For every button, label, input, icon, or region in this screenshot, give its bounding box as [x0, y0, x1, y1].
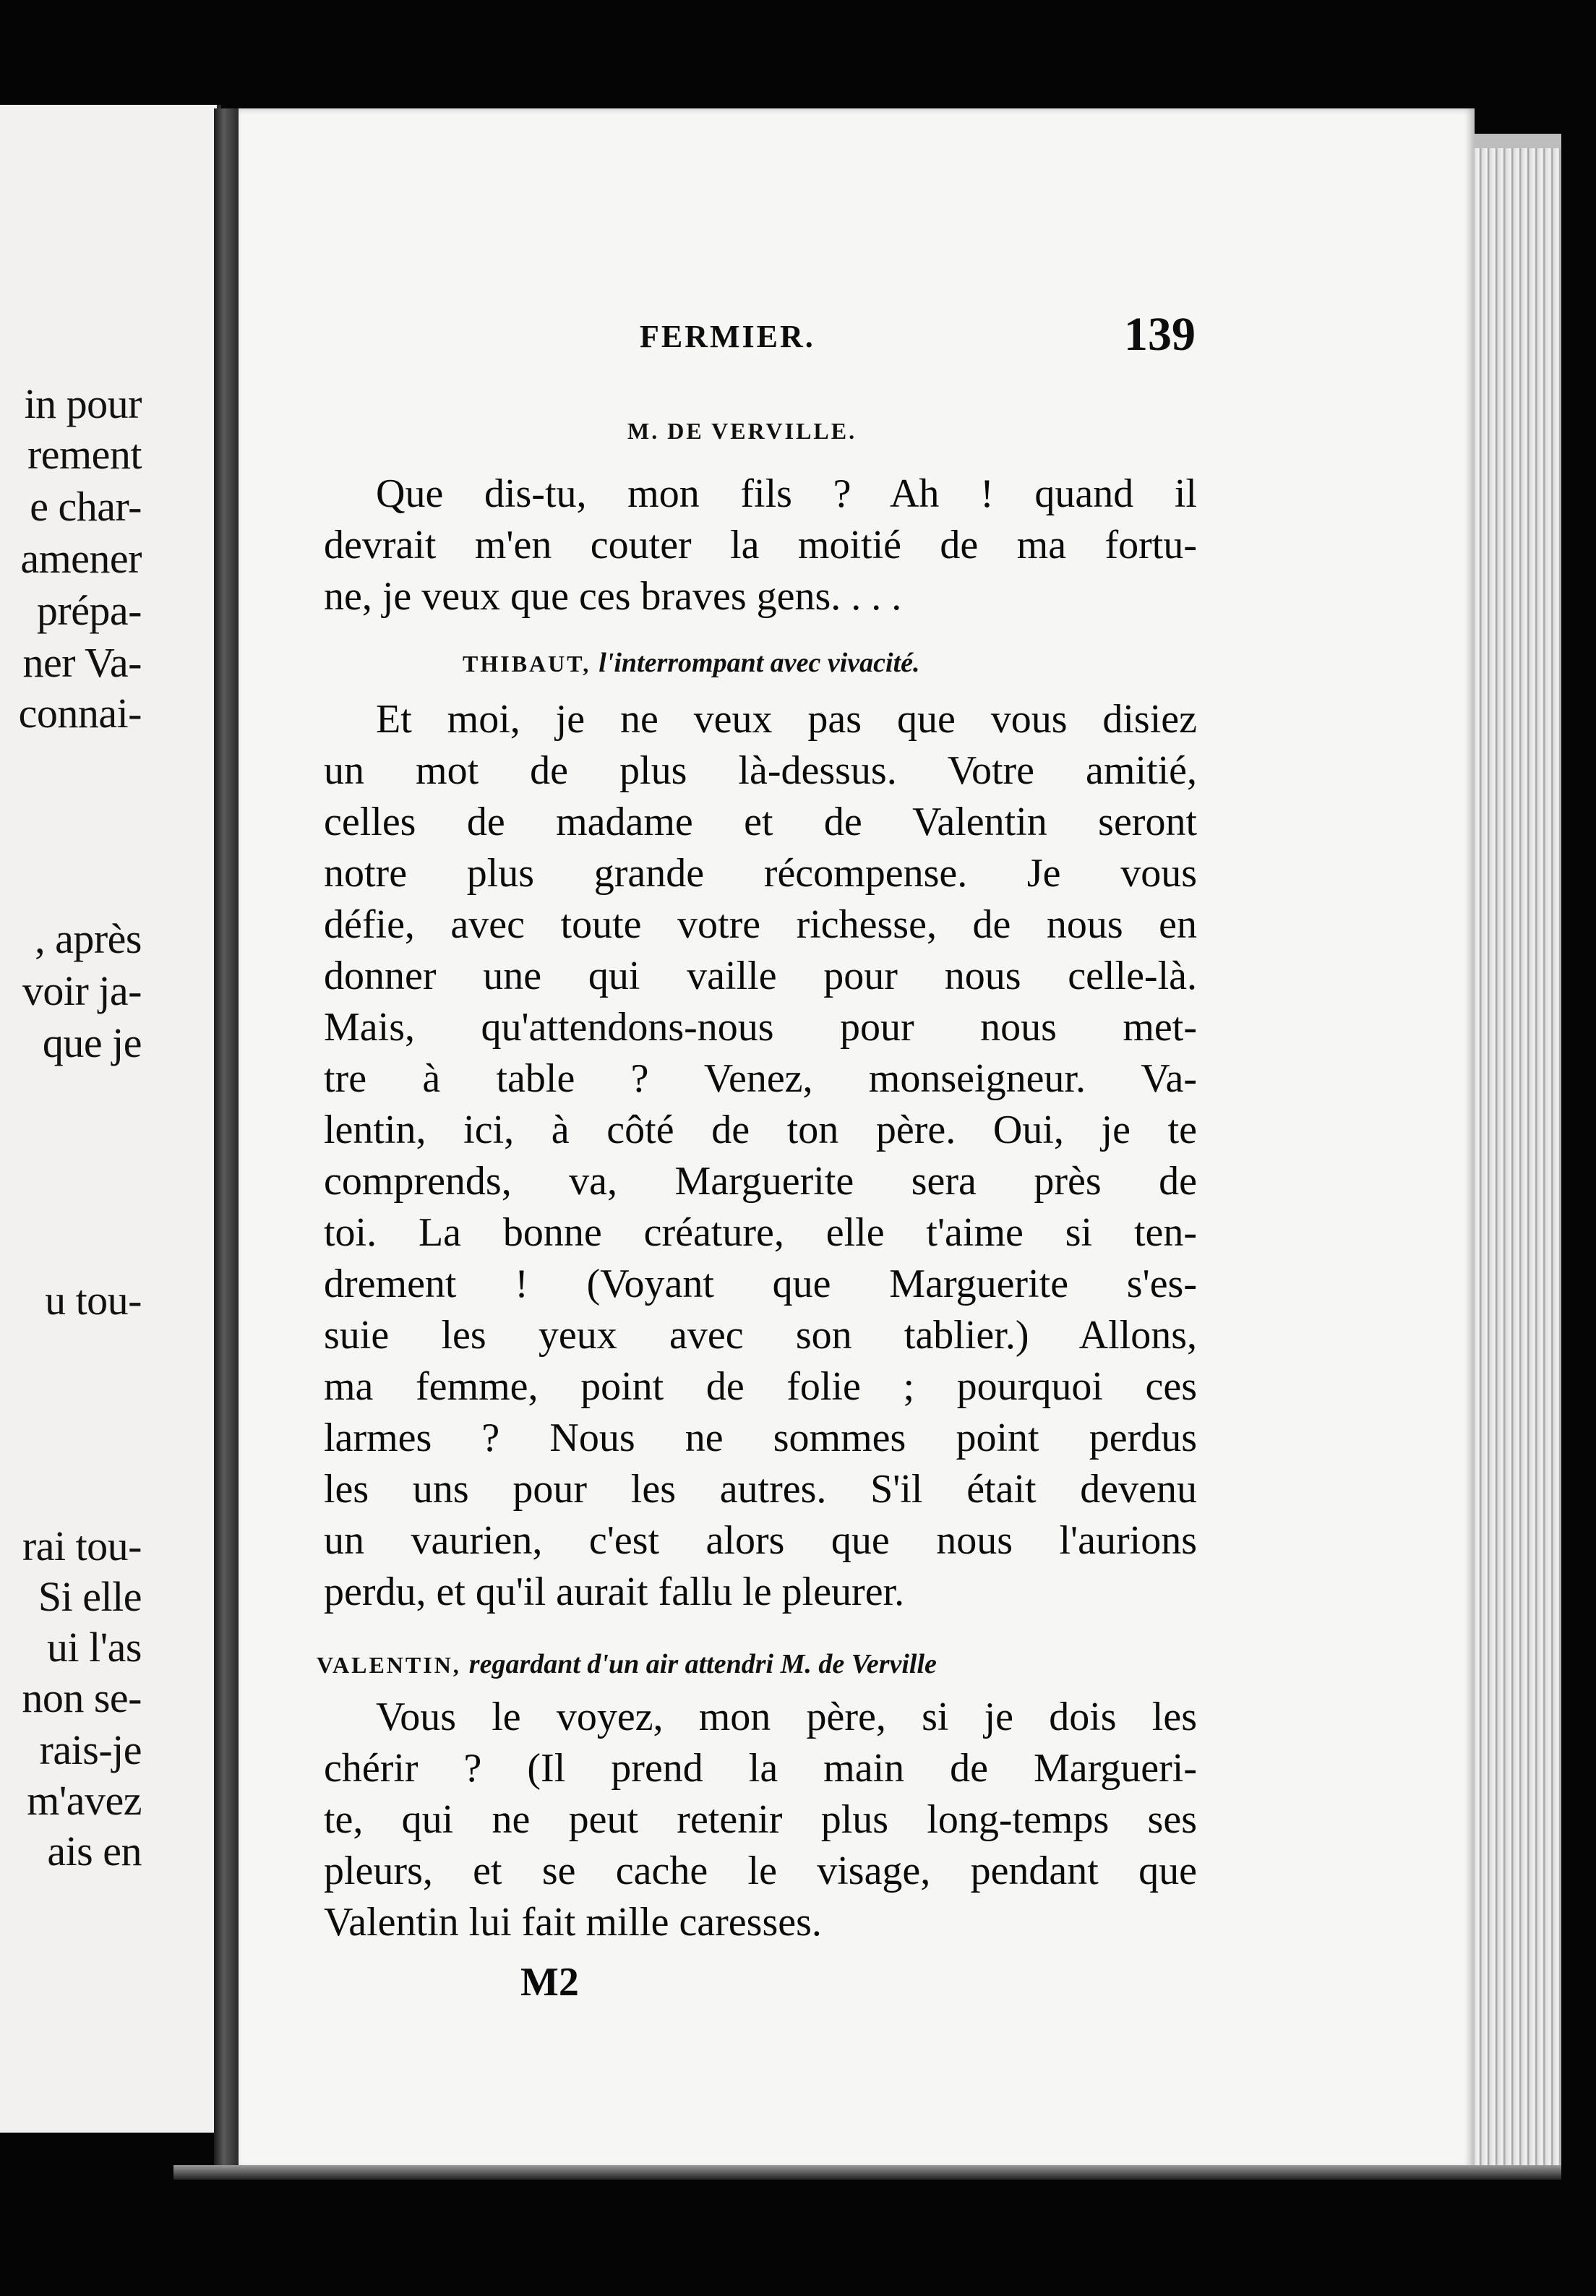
running-header: FERMIER. — [640, 319, 815, 354]
stage-direction: l'interrompant avec vivacité. — [598, 648, 920, 678]
speech-line: ma femme, point de folie ; pourquoi ces — [324, 1364, 1197, 1409]
speech-line: notre plus grande récompense. Je vous — [324, 851, 1197, 896]
speech-block — [324, 694, 1197, 1618]
facing-page-fragment: Si elle — [38, 1573, 142, 1620]
facing-page-fragment: ui l'as — [47, 1624, 142, 1671]
speaker-name — [463, 647, 920, 679]
facing-page-fragment: rai tou- — [22, 1522, 142, 1569]
speech-line: Valentin lui fait mille caresses. — [324, 1900, 822, 1945]
facing-page-fragment: e char- — [30, 483, 142, 530]
speaker-label: M. DE VERVILLE. — [627, 418, 857, 444]
page-edges-top — [1475, 134, 1561, 148]
speech-line: suie les yeux avec son tablier.) Allons, — [324, 1313, 1197, 1358]
speaker-label: VALENTIN, — [317, 1652, 461, 1678]
facing-page-fragment: amener — [20, 535, 142, 582]
facing-page-fragment: m'avez — [27, 1777, 142, 1824]
speaker-name — [627, 418, 857, 445]
speech-line: Que dis-tu, mon fils ? Ah ! quand il — [376, 471, 1197, 516]
facing-page-fragment: prépa- — [36, 587, 142, 634]
speech-line: larmes ? Nous ne sommes point perdus — [324, 1415, 1197, 1460]
speech-block — [324, 1692, 1197, 1948]
facing-page-fragment: rement — [27, 431, 142, 478]
facing-page-fragment: que je — [42, 1019, 142, 1066]
speech-line: un vaurien, c'est alors que nous l'aurions — [324, 1518, 1197, 1563]
speech-line: tre à table ? Venez, monseigneur. Va- — [324, 1056, 1197, 1101]
speech-line: lentin, ici, à côté de ton père. Oui, je te — [324, 1108, 1197, 1152]
stage-direction: regardant d'un air attendri M. de Verville — [468, 1649, 937, 1679]
speech-block — [324, 468, 1197, 622]
facing-page-fragment: u tou- — [45, 1277, 142, 1324]
speech-line: Mais, qu'attendons-nous pour nous met- — [324, 1005, 1197, 1050]
page-number: 139 — [1124, 308, 1196, 361]
speech-line: devrait m'en couter la moitié de ma fortu- — [324, 523, 1197, 567]
facing-page-fragment: , après — [35, 915, 142, 962]
signature-mark: M2 — [520, 1960, 579, 2005]
facing-page-fragment: voir ja- — [22, 967, 142, 1014]
speech-line: défie, avec toute votre richesse, de nous en — [324, 902, 1197, 947]
facing-page-fragment: connai- — [18, 690, 142, 737]
speech-line: te, qui ne peut retenir plus long-temps ses — [324, 1797, 1197, 1842]
speaker-label: THIBAUT, — [463, 651, 591, 677]
facing-page-fragment: rais-je — [39, 1726, 142, 1773]
speech-line: Vous le voyez, mon père, si je dois les — [376, 1695, 1197, 1739]
speech-line: ne, je veux que ces braves gens. . . . — [324, 574, 902, 619]
facing-page-left — [0, 105, 221, 2133]
speech-line: comprends, va, Marguerite sera près de — [324, 1159, 1197, 1204]
page-bottom-edge — [173, 2165, 1561, 2180]
speech-line: Et moi, je ne veux pas que vous disiez — [376, 697, 1197, 742]
speech-line: pleurs, et se cache le visage, pendant que — [324, 1849, 1197, 1893]
facing-page-fragment: ais en — [47, 1828, 142, 1875]
page-edges — [1475, 134, 1561, 2180]
speech-line: drement ! (Voyant que Marguerite s'es- — [324, 1261, 1197, 1306]
facing-page-fragment: in pour — [24, 380, 142, 427]
speech-line: perdu, et qu'il aurait fallu le pleurer. — [324, 1569, 905, 1614]
book-gutter — [214, 108, 239, 2176]
speech-line: les uns pour les autres. S'il était devenu — [324, 1467, 1197, 1512]
facing-page-fragment: non se- — [22, 1674, 142, 1721]
speech-line: chérir ? (Il prend la main de Margueri- — [324, 1746, 1197, 1791]
facing-page-fragment: ner Va- — [22, 639, 142, 686]
speaker-name — [317, 1648, 937, 1680]
speech-line: un mot de plus là-dessus. Votre amitié, — [324, 748, 1197, 793]
speech-line: donner une qui vaille pour nous celle-là. — [324, 954, 1197, 998]
speech-line: toi. La bonne créature, elle t'aime si ten- — [324, 1210, 1197, 1255]
speech-line: celles de madame et de Valentin seront — [324, 800, 1197, 844]
